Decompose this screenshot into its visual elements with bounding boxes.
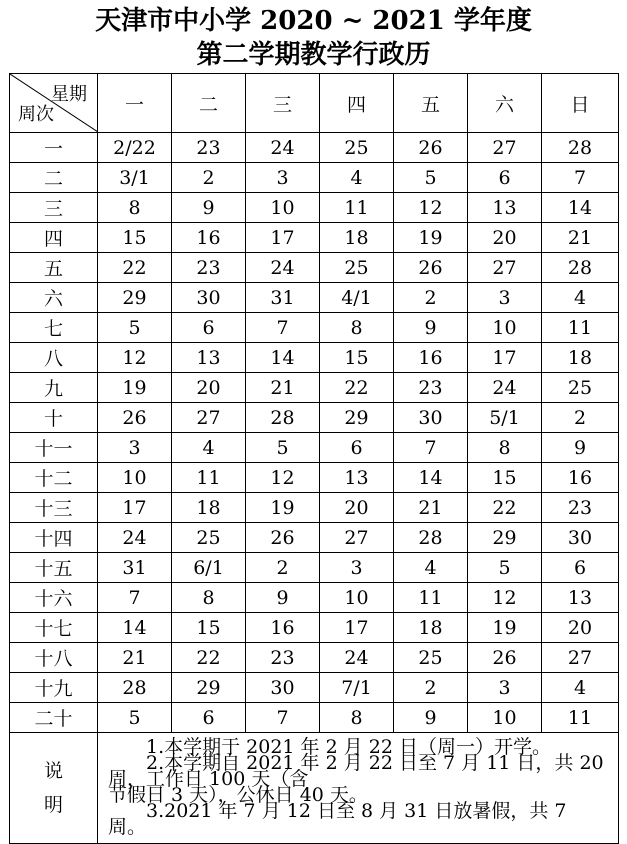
date-cell: 6/1 <box>172 553 246 583</box>
corner-weekday-label: 星期 <box>51 84 87 105</box>
date-cell: 10 <box>468 703 542 733</box>
date-cell: 17 <box>468 343 542 373</box>
date-cell: 5 <box>98 313 172 343</box>
week-number-cell: 九 <box>10 373 98 403</box>
date-cell: 28 <box>542 253 619 283</box>
calendar-title-line1: 天津市中小学 2020 ~ 2021 学年度 <box>95 6 532 36</box>
date-cell: 9 <box>394 313 468 343</box>
date-cell: 2 <box>394 283 468 313</box>
date-cell: 27 <box>542 643 619 673</box>
date-cell: 23 <box>246 643 320 673</box>
date-cell: 14 <box>98 613 172 643</box>
date-cell: 22 <box>172 643 246 673</box>
date-cell: 24 <box>246 253 320 283</box>
date-cell: 7 <box>542 163 619 193</box>
notes-content <box>98 733 619 844</box>
date-cell: 23 <box>394 373 468 403</box>
date-cell: 12 <box>98 343 172 373</box>
week-row <box>10 343 619 373</box>
notes-label-char: 明 <box>43 794 63 816</box>
date-cell: 6 <box>172 313 246 343</box>
date-cell: 20 <box>320 493 394 523</box>
date-cell: 10 <box>246 193 320 223</box>
date-cell: 13 <box>468 193 542 223</box>
date-cell: 21 <box>394 493 468 523</box>
weekday-header: 六 <box>468 74 542 133</box>
date-cell: 25 <box>320 133 394 163</box>
date-cell: 29 <box>98 283 172 313</box>
weekday-header: 三 <box>246 74 320 133</box>
date-cell: 8 <box>468 433 542 463</box>
date-cell: 18 <box>172 493 246 523</box>
date-cell: 5/1 <box>468 403 542 433</box>
date-cell: 16 <box>394 343 468 373</box>
week-row <box>10 163 619 193</box>
corner-week-label: 周次 <box>18 104 54 125</box>
week-number-cell: 十 <box>10 403 98 433</box>
date-cell: 30 <box>246 673 320 703</box>
date-cell: 15 <box>320 343 394 373</box>
week-number-cell: 六 <box>10 283 98 313</box>
date-cell: 21 <box>246 373 320 403</box>
note-line: 1.本学期于 2021 年 2 月 22 日（周一）开学。 <box>146 736 551 758</box>
date-cell: 14 <box>246 343 320 373</box>
date-cell: 29 <box>468 523 542 553</box>
week-number-cell: 五 <box>10 253 98 283</box>
week-row <box>10 373 619 403</box>
weekday-header: 一 <box>98 74 172 133</box>
date-cell: 9 <box>394 703 468 733</box>
week-row <box>10 613 619 643</box>
weekday-header: 二 <box>172 74 246 133</box>
header-row <box>10 74 619 133</box>
week-row <box>10 313 619 343</box>
date-cell: 22 <box>320 373 394 403</box>
date-cell: 10 <box>468 313 542 343</box>
date-cell: 27 <box>468 133 542 163</box>
date-cell: 19 <box>98 373 172 403</box>
date-cell: 3 <box>468 673 542 703</box>
week-number-cell: 十六 <box>10 583 98 613</box>
date-cell: 3 <box>320 553 394 583</box>
date-cell: 17 <box>320 613 394 643</box>
week-number-cell: 十四 <box>10 523 98 553</box>
week-row <box>10 133 619 163</box>
week-row <box>10 463 619 493</box>
calendar-table <box>9 73 619 844</box>
date-cell: 3/1 <box>98 163 172 193</box>
date-cell: 2 <box>172 163 246 193</box>
date-cell: 3 <box>468 283 542 313</box>
date-cell: 4 <box>172 433 246 463</box>
date-cell: 14 <box>394 463 468 493</box>
date-cell: 8 <box>320 313 394 343</box>
date-cell: 11 <box>172 463 246 493</box>
date-cell: 11 <box>394 583 468 613</box>
date-cell: 2 <box>394 673 468 703</box>
calendar-title-line2: 第二学期教学行政历 <box>196 40 431 70</box>
corner-cell <box>10 74 98 133</box>
date-cell: 19 <box>394 223 468 253</box>
date-cell: 15 <box>468 463 542 493</box>
date-cell: 2/22 <box>98 133 172 163</box>
date-cell: 22 <box>468 493 542 523</box>
date-cell: 13 <box>172 343 246 373</box>
date-cell: 24 <box>246 133 320 163</box>
date-cell: 27 <box>172 403 246 433</box>
date-cell: 11 <box>542 703 619 733</box>
date-cell: 8 <box>172 583 246 613</box>
date-cell: 6 <box>542 553 619 583</box>
week-number-cell: 三 <box>10 193 98 223</box>
date-cell: 26 <box>394 253 468 283</box>
date-cell: 26 <box>468 643 542 673</box>
date-cell: 28 <box>394 523 468 553</box>
date-cell: 7 <box>98 583 172 613</box>
date-cell: 25 <box>172 523 246 553</box>
week-number-cell: 十三 <box>10 493 98 523</box>
date-cell: 29 <box>320 403 394 433</box>
date-cell: 4 <box>394 553 468 583</box>
date-cell: 10 <box>98 463 172 493</box>
date-cell: 14 <box>542 193 619 223</box>
week-row <box>10 403 619 433</box>
date-cell: 6 <box>172 703 246 733</box>
date-cell: 7/1 <box>320 673 394 703</box>
date-cell: 27 <box>320 523 394 553</box>
date-cell: 12 <box>246 463 320 493</box>
week-number-cell: 十一 <box>10 433 98 463</box>
date-cell: 19 <box>246 493 320 523</box>
date-cell: 20 <box>172 373 246 403</box>
date-cell: 13 <box>542 583 619 613</box>
date-cell: 4/1 <box>320 283 394 313</box>
date-cell: 6 <box>320 433 394 463</box>
date-cell: 16 <box>542 463 619 493</box>
date-cell: 5 <box>468 553 542 583</box>
date-cell: 9 <box>172 193 246 223</box>
date-cell: 4 <box>542 283 619 313</box>
week-number-cell: 十八 <box>10 643 98 673</box>
date-cell: 28 <box>246 403 320 433</box>
date-cell: 6 <box>468 163 542 193</box>
week-number-cell: 一 <box>10 133 98 163</box>
date-cell: 28 <box>98 673 172 703</box>
week-number-cell: 四 <box>10 223 98 253</box>
date-cell: 10 <box>320 583 394 613</box>
date-cell: 2 <box>246 553 320 583</box>
week-row <box>10 583 619 613</box>
date-cell: 27 <box>468 253 542 283</box>
week-number-cell: 十七 <box>10 613 98 643</box>
date-cell: 8 <box>98 193 172 223</box>
date-cell: 13 <box>320 463 394 493</box>
date-cell: 25 <box>542 373 619 403</box>
week-number-cell: 十五 <box>10 553 98 583</box>
week-number-cell: 七 <box>10 313 98 343</box>
date-cell: 26 <box>394 133 468 163</box>
week-row <box>10 253 619 283</box>
date-cell: 21 <box>542 223 619 253</box>
notes-row <box>10 733 619 844</box>
date-cell: 18 <box>320 223 394 253</box>
note-line: 2.本学期自 2021 年 2 月 22 日至 7 月 11 日，共 20 周，工作日 100 天（含 <box>108 752 604 790</box>
date-cell: 20 <box>468 223 542 253</box>
date-cell: 11 <box>320 193 394 223</box>
week-row <box>10 223 619 253</box>
date-cell: 24 <box>320 643 394 673</box>
date-cell: 3 <box>98 433 172 463</box>
date-cell: 30 <box>394 403 468 433</box>
date-cell: 9 <box>246 583 320 613</box>
week-row <box>10 433 619 463</box>
date-cell: 5 <box>394 163 468 193</box>
week-number-cell: 二十 <box>10 703 98 733</box>
notes-label-char: 说 <box>43 760 63 782</box>
date-cell: 4 <box>542 673 619 703</box>
week-row <box>10 673 619 703</box>
note-line: 3.2021 年 7 月 12 日至 8 月 31 日放暑假，共 7 周。 <box>108 800 567 838</box>
date-cell: 26 <box>246 523 320 553</box>
date-cell: 25 <box>320 253 394 283</box>
week-number-cell: 八 <box>10 343 98 373</box>
weekday-header: 五 <box>394 74 468 133</box>
date-cell: 23 <box>172 133 246 163</box>
date-cell: 31 <box>98 553 172 583</box>
note-line: 节假日 3 天），公休日 40 天。 <box>108 784 368 806</box>
date-cell: 12 <box>468 583 542 613</box>
date-cell: 28 <box>542 133 619 163</box>
date-cell: 7 <box>246 313 320 343</box>
date-cell: 9 <box>542 433 619 463</box>
date-cell: 24 <box>468 373 542 403</box>
date-cell: 30 <box>542 523 619 553</box>
week-row <box>10 493 619 523</box>
date-cell: 31 <box>246 283 320 313</box>
week-row <box>10 283 619 313</box>
date-cell: 15 <box>98 223 172 253</box>
date-cell: 4 <box>320 163 394 193</box>
date-cell: 23 <box>542 493 619 523</box>
date-cell: 3 <box>246 163 320 193</box>
date-cell: 8 <box>320 703 394 733</box>
week-row <box>10 643 619 673</box>
date-cell: 18 <box>542 343 619 373</box>
date-cell: 7 <box>246 703 320 733</box>
weekday-header: 四 <box>320 74 394 133</box>
week-row <box>10 553 619 583</box>
date-cell: 22 <box>98 253 172 283</box>
date-cell: 11 <box>542 313 619 343</box>
notes-label <box>10 733 98 844</box>
date-cell: 20 <box>542 613 619 643</box>
date-cell: 2 <box>542 403 619 433</box>
date-cell: 12 <box>394 193 468 223</box>
date-cell: 17 <box>98 493 172 523</box>
date-cell: 18 <box>394 613 468 643</box>
date-cell: 29 <box>172 673 246 703</box>
date-cell: 16 <box>172 223 246 253</box>
weekday-header: 日 <box>542 74 619 133</box>
date-cell: 30 <box>172 283 246 313</box>
date-cell: 19 <box>468 613 542 643</box>
date-cell: 26 <box>98 403 172 433</box>
date-cell: 5 <box>246 433 320 463</box>
date-cell: 15 <box>172 613 246 643</box>
week-number-cell: 十九 <box>10 673 98 703</box>
week-number-cell: 十二 <box>10 463 98 493</box>
date-cell: 16 <box>246 613 320 643</box>
date-cell: 25 <box>394 643 468 673</box>
date-cell: 24 <box>98 523 172 553</box>
date-cell: 23 <box>172 253 246 283</box>
date-cell: 5 <box>98 703 172 733</box>
date-cell: 7 <box>394 433 468 463</box>
date-cell: 21 <box>98 643 172 673</box>
week-number-cell: 二 <box>10 163 98 193</box>
week-row <box>10 523 619 553</box>
date-cell: 17 <box>246 223 320 253</box>
week-row <box>10 193 619 223</box>
week-row <box>10 703 619 733</box>
